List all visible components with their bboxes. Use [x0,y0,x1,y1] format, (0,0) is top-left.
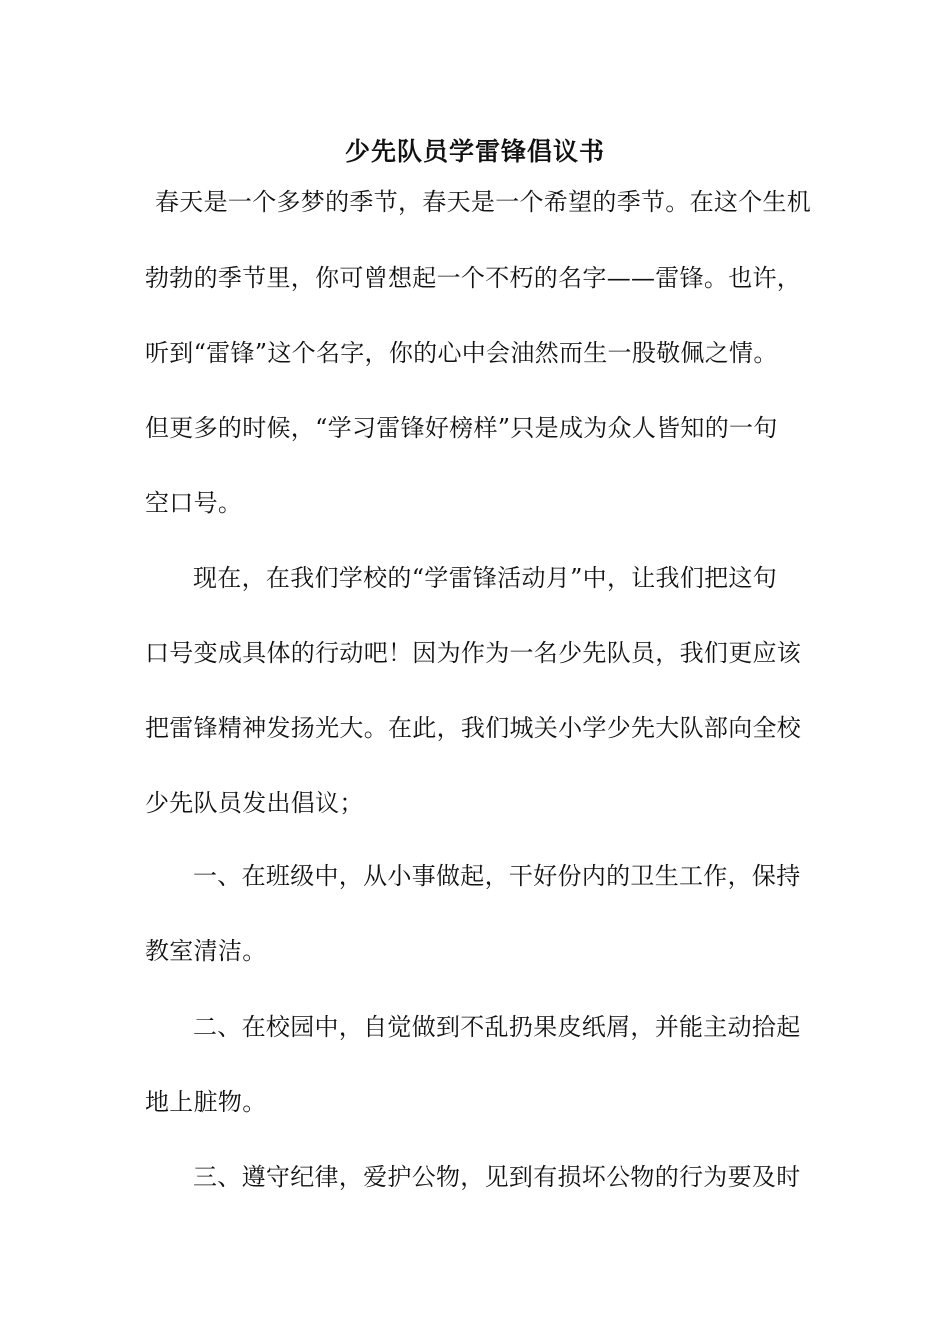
paragraph-1-line-1: 春天是一个多梦的季节，春天是一个希望的季节。在这个生机 [155,188,812,216]
item-2-line-1: 二、在校园中，自觉做到不乱扔果皮纸屑，并能主动拾起 [193,1013,801,1041]
item-3-line-1: 三、遵守纪律，爱护公物，见到有损坏公物的行为要及时 [193,1163,801,1191]
paragraph-1-line-5: 空口号。 [145,489,243,517]
paragraph-2-line-1: 现在，在我们学校的“学雷锋活动月”中，让我们把这句 [193,564,778,592]
item-1-line-2: 教室清洁。 [145,937,267,965]
paragraph-1-line-2: 勃勃的季节里，你可曾想起一个不朽的名字——雷锋。也许， [145,264,802,292]
item-2-line-2: 地上脏物。 [145,1088,267,1116]
document-title: 少先队员学雷锋倡议书 [344,137,605,166]
paragraph-2-line-2: 口号变成具体的行动吧！因为作为一名少先队员，我们更应该 [145,639,802,667]
paragraph-2-line-4: 少先队员发出倡议； [145,789,364,817]
item-1-line-1: 一、在班级中，从小事做起，干好份内的卫生工作，保持 [193,862,801,890]
paragraph-1-line-3: 听到“雷锋”这个名字，你的心中会油然而生一股敬佩之情。 [145,339,778,367]
paragraph-1-line-4: 但更多的时候，“学习雷锋好榜样”只是成为众人皆知的一句 [145,414,778,442]
paragraph-2-line-3: 把雷锋精神发扬光大。在此，我们城关小学少先大队部向全校 [145,714,802,742]
